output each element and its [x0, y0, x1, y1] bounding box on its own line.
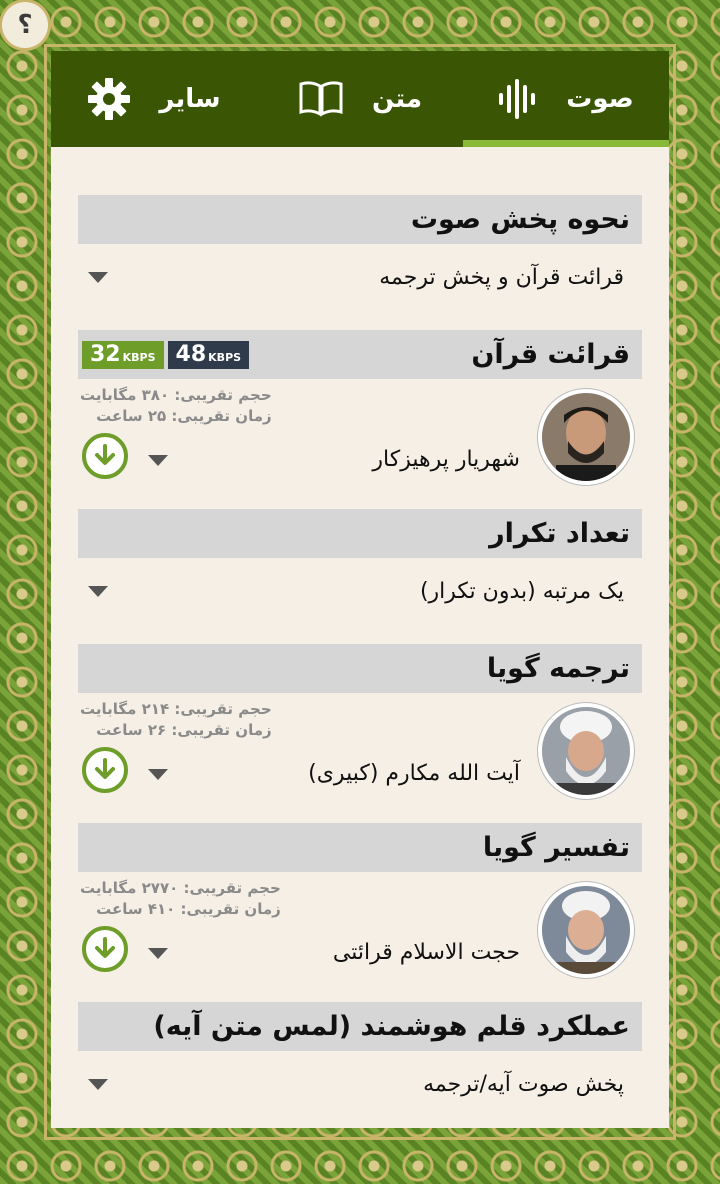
tab-other-label: سایر: [159, 84, 221, 114]
download-size: حجم تقریبی: ۲۱۴ مگابایت: [80, 700, 272, 718]
reader-name: حجت الاسلام قرائتی: [332, 940, 520, 965]
download-arrow-icon: [92, 936, 118, 962]
settings-panel: [51, 51, 669, 1128]
download-button[interactable]: [82, 747, 128, 793]
download-time: زمان تقریبی: ۲۵ ساعت: [96, 407, 272, 425]
bitrate-selector: [82, 341, 249, 369]
translation-reader-row[interactable]: [78, 693, 642, 823]
avatar: [538, 882, 634, 978]
repeat-value: یک مرتبه (بدون تکرار): [419, 578, 624, 604]
avatar: [538, 703, 634, 799]
open-book-icon: [298, 80, 344, 118]
download-time: زمان تقریبی: ۲۶ ساعت: [96, 721, 272, 739]
download-size: حجم تقریبی: ۳۸۰ مگابایت: [80, 386, 272, 404]
bitrate-32-button[interactable]: 32 KBPS: [82, 341, 164, 369]
chevron-down-icon[interactable]: [148, 948, 168, 959]
chevron-down-icon: [88, 1079, 108, 1090]
reader-meta: [80, 699, 272, 741]
gear-icon: [87, 77, 131, 121]
chevron-down-icon: [88, 272, 108, 283]
avatar: [538, 389, 634, 485]
repeat-dropdown[interactable]: [78, 558, 642, 624]
tafsir-reader-row[interactable]: [78, 872, 642, 1002]
tafsir-section-header: [78, 823, 642, 872]
smart-pen-section-header: [78, 1002, 642, 1051]
playback-title: نحوه پخش صوت: [410, 204, 630, 235]
question-mark-icon[interactable]: ؟: [2, 2, 48, 48]
tafsir-title: تفسیر گویا: [482, 832, 630, 863]
playback-section-header: [78, 195, 642, 244]
chevron-down-icon: [88, 586, 108, 597]
tab-text[interactable]: [257, 51, 463, 147]
repeat-section-header: [78, 509, 642, 558]
download-button[interactable]: [82, 926, 128, 972]
repeat-title: تعداد تکرار: [489, 518, 630, 549]
settings-content: [78, 195, 642, 1117]
download-size: حجم تقریبی: ۲۷۷۰ مگابایت: [80, 879, 281, 897]
smart-pen-dropdown[interactable]: [78, 1051, 642, 1117]
download-arrow-icon: [92, 443, 118, 469]
quran-reader-row[interactable]: [78, 379, 642, 509]
reader-meta: [80, 385, 272, 427]
quran-title: قرائت قرآن: [471, 339, 630, 370]
tab-bar: [51, 51, 669, 147]
translation-title: ترجمه گویا: [486, 653, 630, 684]
download-arrow-icon: [92, 757, 118, 783]
tab-other[interactable]: [51, 51, 257, 147]
reader-name: شهریار پرهیزکار: [372, 447, 520, 472]
audio-wave-icon: [498, 79, 538, 119]
smart-pen-title: عملکرد قلم هوشمند (لمس متن آیه): [153, 1011, 630, 1042]
chevron-down-icon[interactable]: [148, 455, 168, 466]
playback-value: قرائت قرآن و پخش ترجمه: [379, 264, 624, 290]
tab-text-label: متن: [371, 84, 423, 114]
tab-audio-label: صوت: [566, 84, 634, 114]
chevron-down-icon[interactable]: [148, 769, 168, 780]
translation-section-header: [78, 644, 642, 693]
smart-pen-value: پخش صوت آیه/ترجمه: [423, 1071, 624, 1097]
quran-section-header: [78, 330, 642, 379]
bitrate-48-button[interactable]: 48 KBPS: [168, 341, 250, 369]
download-button[interactable]: [82, 433, 128, 479]
tab-audio[interactable]: [463, 51, 669, 147]
reader-meta: [80, 878, 281, 920]
download-time: زمان تقریبی: ۴۱۰ ساعت: [96, 900, 281, 918]
playback-dropdown[interactable]: [78, 244, 642, 310]
reader-name: آیت الله مکارم (کبیری): [308, 761, 520, 786]
